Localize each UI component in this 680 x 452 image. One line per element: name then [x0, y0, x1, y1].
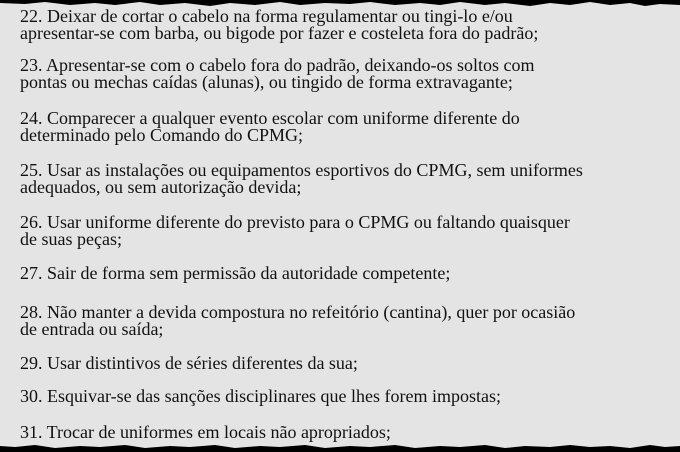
item-text-line: 24. Comparecer a qualquer evento escolar com uniforme diferente do	[20, 108, 520, 128]
item-text-line: de entrada ou saída;	[20, 318, 164, 339]
item-text-line: 26. Usar uniforme diferente do previsto para o CPMG ou faltando quaisquer	[20, 212, 570, 232]
list-item-25	[20, 162, 670, 195]
item-text-line: 28. Não manter a devida compostura no refeitório (cantina), quer por ocasião	[20, 302, 576, 322]
item-text-line: 22. Deixar de cortar o cabelo na forma regulamentar ou tingi-lo e/ou	[20, 6, 513, 26]
item-text-line: determinado pelo Comando do CPMG;	[20, 124, 303, 145]
item-text-line: 29. Usar distintivos de séries diferentes da sua;	[20, 353, 358, 373]
list-item-29	[20, 355, 670, 372]
list-item-28	[20, 304, 670, 337]
item-text-line: adequados, ou sem autorização devida;	[20, 176, 302, 197]
list-item-22	[20, 8, 670, 41]
torn-edge-bottom	[0, 442, 680, 452]
torn-edge-top	[0, 0, 680, 10]
list-item-24	[20, 110, 670, 143]
list-item-26	[20, 214, 670, 247]
item-text-line: 23. Apresentar-se com o cabelo fora do padrão, deixando-os soltos com	[20, 55, 535, 75]
list-item-31	[20, 424, 670, 441]
item-text-line: 31. Trocar de uniformes em locais não apropriados;	[20, 422, 391, 442]
list-item-23	[20, 57, 670, 90]
list-item-27	[20, 265, 670, 282]
item-text-line: de suas peças;	[20, 228, 122, 249]
item-text-line: apresentar-se com barba, ou bigode por fazer e costeleta fora do padrão;	[20, 22, 539, 43]
list-item-30	[20, 388, 670, 405]
item-text-line: 30. Esquivar-se das sanções disciplinares que lhes forem impostas;	[20, 386, 502, 406]
item-text-line: pontas ou mechas caídas (alunas), ou tingido de forma extravagante;	[20, 71, 513, 92]
item-text-line: 25. Usar as instalações ou equipamentos esportivos do CPMG, sem uniformes	[20, 160, 583, 180]
item-text-line: 27. Sair de forma sem permissão da autoridade competente;	[20, 263, 451, 283]
